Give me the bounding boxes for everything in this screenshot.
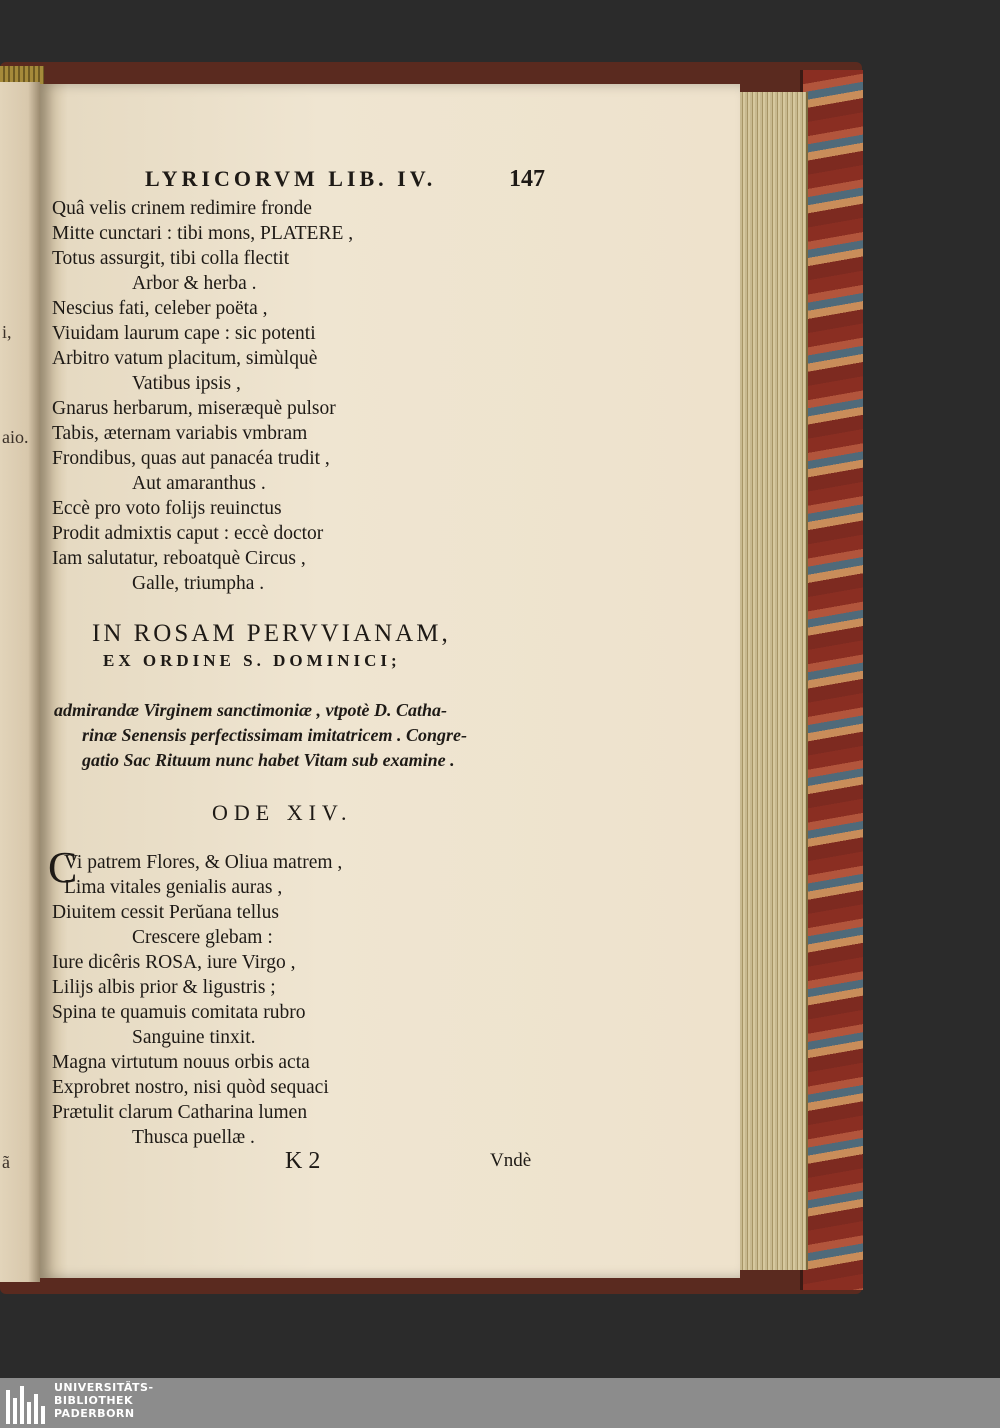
verse-line: Diuitem cessit Perŭana tellus [52,902,279,923]
library-name [54,1381,154,1420]
verse-line: Totus assurgit, tibi colla flectit [52,248,290,269]
footer-bar [0,1378,1000,1428]
verse-line: Galle, triumpha . [132,573,265,594]
verse-block-2 [52,850,342,1150]
verse-line: Prodit admixtis caput : eccè doctor [52,523,324,544]
verse-line: Prætulit clarum Catharina lumen [52,1102,308,1123]
verse-line: Nescius fati, celeber poëta , [52,298,268,319]
library-name-line: BIBLIOTHEK [54,1394,134,1407]
poem-subtitle: EX ORDINE S. DOMINICI; [103,651,401,670]
verse-line: Vatibus ipsis , [132,373,241,394]
page-edges [740,92,808,1270]
library-name-line: UNIVERSITÄTS- [54,1381,154,1394]
verse-line: Eccè pro voto folijs reuinctus [52,498,282,519]
verse-line: Sanguine tinxit. [132,1027,256,1048]
verse-line: Arbor & herba . [132,273,257,294]
dedication [54,698,574,773]
verse-line: Spina te quamuis comitata rubro [52,1002,306,1023]
verse-line: Arbitro vatum placitum, simùlquè [52,348,318,369]
drop-cap: C [48,843,78,892]
verse-line: Exprobret nostro, nisi quòd sequaci [52,1077,329,1098]
library-logo-icon [6,1384,46,1424]
left-page-fragment: i, [2,322,12,342]
verse-line: Gnarus herbarum, miseræquè pulsor [52,398,336,419]
page-number: 147 [509,166,545,192]
verse-line: Vi patrem Flores, & Oliua matrem , [64,852,343,873]
ode-title: ODE XIV. [212,800,353,825]
verse-line: Lilijs albis prior & ligustris ; [52,977,276,998]
verse-line: Tabis, æternam variabis vmbram [52,423,308,444]
marbled-edge [800,70,863,1290]
verse-line: Magna virtutum nouus orbis acta [52,1052,310,1073]
left-page-fragment: ã [2,1152,10,1172]
verse-line: Lima vitales genialis auras , [64,877,283,898]
verse-line: Crescere glebam : [132,927,273,948]
verse-line: Frondibus, quas aut panacéa trudit , [52,448,330,469]
catchword: Vndè [490,1150,532,1171]
left-page-fragment: aio. [2,427,29,447]
verse-line: Viuidam laurum cape : sic potenti [52,323,316,344]
verse-line: Mitte cunctari : tibi mons, PLATERE , [52,223,354,244]
verse-line: Thusca puellæ . [132,1127,255,1148]
left-page [0,82,40,1282]
running-head: LYRICORVM LIB. IV. [145,166,437,191]
dedication-line: admirandæ Virginem sanctimoniæ , vtpotè D. Catha- [54,700,448,720]
verse-block-1 [52,196,353,596]
dedication-line: gatio Sac Rituum nunc habet Vitam sub examine . [82,750,455,770]
dedication-line: rinæ Senensis perfectissimam imitatricem . Congre- [82,725,468,745]
library-name-line: PADERBORN [54,1407,135,1420]
verse-line: Quâ velis crinem redimire fronde [52,198,312,219]
verse-line: Iam salutatur, reboatquè Circus , [52,548,306,569]
signature-mark: K 2 [285,1148,321,1174]
verse-line: Iure dicêris ROSA, iure Virgo , [52,952,296,973]
verse-line: Aut amaranthus . [132,473,266,494]
page-header [145,166,545,198]
poem-title: IN ROSAM PERVVIANAM, [92,620,451,647]
